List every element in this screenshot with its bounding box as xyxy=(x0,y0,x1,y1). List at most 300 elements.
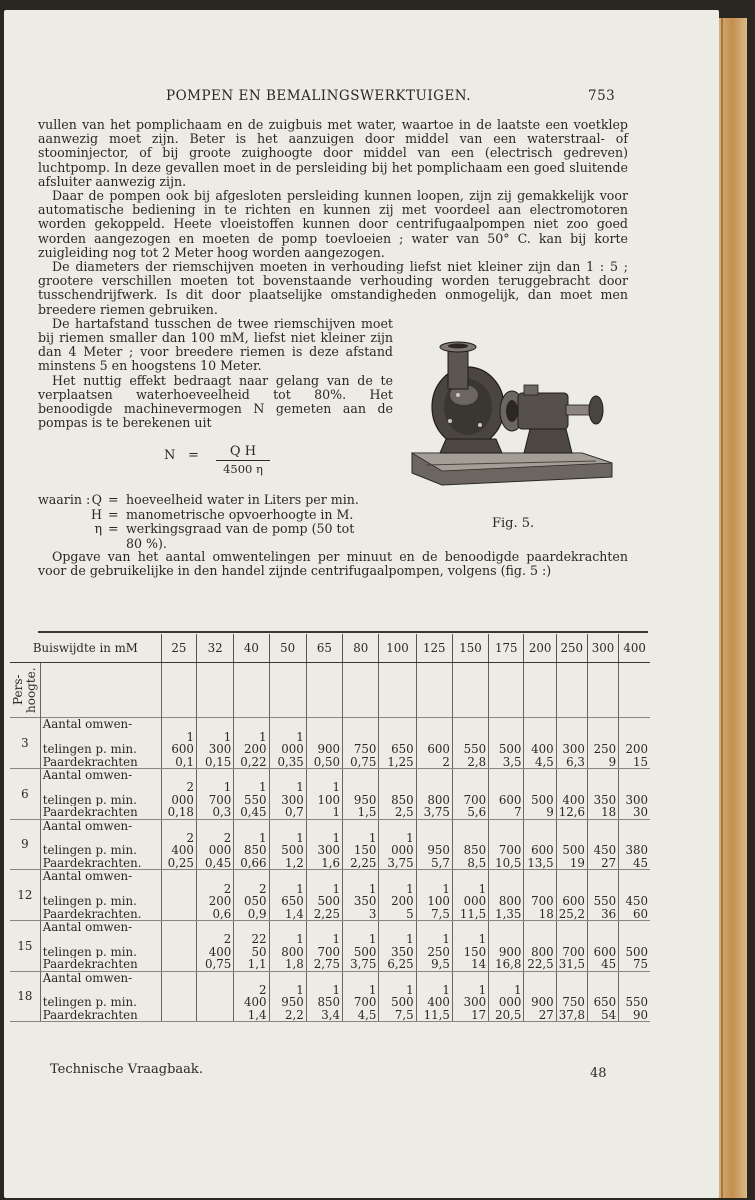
rpm-cell: 800 xyxy=(524,933,556,958)
empty-cell xyxy=(489,769,524,782)
persheight-label: Pers-hoogte. xyxy=(11,667,38,713)
rpm-cell: 1 600 xyxy=(161,731,196,756)
empty-cell xyxy=(556,718,587,731)
empty-cell xyxy=(556,769,587,782)
hp-cell: 0,45 xyxy=(234,806,269,819)
hp-cell: 13,5 xyxy=(524,857,556,870)
rpm-cell: 600 xyxy=(416,731,452,756)
table-row xyxy=(10,984,650,1009)
hp-cell: 1,2 xyxy=(269,857,306,870)
empty-cell xyxy=(452,971,488,984)
hp-cell: 2,25 xyxy=(306,908,342,921)
hp-cell: 9 xyxy=(524,806,556,819)
rpm-cell: 1 100 xyxy=(416,883,452,908)
rpm-cell: 1 000 xyxy=(452,883,488,908)
hp-cell: 6,3 xyxy=(556,756,587,769)
rpm-cell: 1 000 xyxy=(489,984,524,1009)
table-row xyxy=(10,908,650,921)
table-row xyxy=(10,756,650,769)
hp-cell: 16,8 xyxy=(489,958,524,971)
table-row xyxy=(10,857,650,870)
table-row xyxy=(10,920,650,933)
hp-cell: 10,5 xyxy=(489,857,524,870)
empty-cell xyxy=(379,870,416,883)
rpm-cell: 1 400 xyxy=(416,984,452,1009)
row-label: Aantal omwen- xyxy=(40,971,161,984)
rpm-cell xyxy=(161,984,196,1009)
rpm-cell xyxy=(196,984,233,1009)
col-header: 250 xyxy=(556,634,587,663)
empty-cell xyxy=(416,718,452,731)
formula-numerator: Q H xyxy=(216,444,270,461)
table-intro xyxy=(38,550,628,578)
row-label: Aantal omwen- xyxy=(40,819,161,832)
rpm-cell: 900 xyxy=(306,731,342,756)
formula-equals: = xyxy=(188,448,199,463)
empty-cell xyxy=(524,769,556,782)
table-row xyxy=(10,819,650,832)
rpm-cell: 850 xyxy=(452,832,488,857)
rpm-cell: 700 xyxy=(524,883,556,908)
hp-cell: 11,5 xyxy=(452,908,488,921)
rpm-cell: 700 xyxy=(556,933,587,958)
table-row xyxy=(10,718,650,731)
paragraph: Daar de pompen ook bij afgesloten persleiding kunnen loopen, zijn zij gemakkelijk voor automatische bediening in te richten en kunnen zij met voordeel aan electromotoren worden gekoppeld. Heete vloeistoffen kunnen door centrifugaalpompen niet zoo goed worden aangezogen en moeten de pomp toevloeien ; water van 50° C. kan bij korte zuigleiding nog tot 2 Meter hoog worden aangezogen. xyxy=(38,188,628,260)
rpm-cell: 750 xyxy=(343,731,379,756)
empty-cell xyxy=(452,870,488,883)
hp-cell: 3,75 xyxy=(343,958,379,971)
row-label: telingen p. min. xyxy=(40,933,161,958)
legend-definition: werkingsgraad van de pomp (50 tot xyxy=(126,521,355,536)
hp-cell: 17 xyxy=(452,1009,488,1022)
rpm-cell: 2 400 xyxy=(196,933,233,958)
table-row xyxy=(10,832,650,857)
hp-cell: 0,75 xyxy=(196,958,233,971)
hp-cell: 0,50 xyxy=(306,756,342,769)
formula-denominator: 4500 η xyxy=(223,462,263,476)
hp-cell: 2 xyxy=(416,756,452,769)
table-row xyxy=(10,958,650,971)
rpm-cell: 1 800 xyxy=(269,933,306,958)
col-header: 32 xyxy=(196,634,233,663)
rpm-cell: 750 xyxy=(556,984,587,1009)
hp-cell: 45 xyxy=(587,958,618,971)
empty-cell xyxy=(524,870,556,883)
legend-row: waarin : Q = hoeveelheid water in Liters per min. xyxy=(38,492,359,507)
hp-cell: 3,5 xyxy=(489,756,524,769)
hp-cell: 2,8 xyxy=(452,756,488,769)
empty-cell xyxy=(196,971,233,984)
empty-cell xyxy=(619,819,650,832)
hp-cell xyxy=(161,908,196,921)
hp-cell: 0,45 xyxy=(196,857,233,870)
header-title: POMPEN EN BEMALINGSWERKTUIGEN. xyxy=(166,88,472,104)
hp-cell: 0,75 xyxy=(343,756,379,769)
col-header: 150 xyxy=(452,634,488,663)
hp-cell: 0,3 xyxy=(196,806,233,819)
hp-cell: 1,35 xyxy=(489,908,524,921)
rpm-cell: 850 xyxy=(379,781,416,806)
row-label: Paardekrachten xyxy=(40,806,161,819)
empty-cell xyxy=(524,819,556,832)
hp-cell: 18 xyxy=(587,806,618,819)
footer-book-title: Technische Vraagbaak. xyxy=(50,1062,203,1077)
empty-cell xyxy=(269,870,306,883)
empty-cell xyxy=(587,870,618,883)
hp-cell: 5,6 xyxy=(452,806,488,819)
pump-illustration xyxy=(406,335,616,495)
rpm-cell: 1 950 xyxy=(269,984,306,1009)
hp-cell: 0,35 xyxy=(269,756,306,769)
rpm-cell: 700 xyxy=(489,832,524,857)
table-row xyxy=(10,971,650,984)
table-body xyxy=(10,663,650,1022)
table-row xyxy=(10,1009,650,1022)
hp-cell: 31,5 xyxy=(556,958,587,971)
col-header: 25 xyxy=(161,634,196,663)
empty-cell xyxy=(306,971,342,984)
hp-cell: 9,5 xyxy=(416,958,452,971)
rpm-cell: 2 000 xyxy=(196,832,233,857)
rpm-cell: 900 xyxy=(489,933,524,958)
row-label: Paardekrachten. xyxy=(40,857,161,870)
hp-cell: 1,6 xyxy=(306,857,342,870)
hp-cell: 36 xyxy=(587,908,618,921)
rpm-cell: 600 xyxy=(524,832,556,857)
persheight-value: 6 xyxy=(10,769,40,820)
empty-cell xyxy=(196,718,233,731)
row-label: telingen p. min. xyxy=(40,781,161,806)
row-label: Paardekrachten xyxy=(40,958,161,971)
rpm-cell: 500 xyxy=(524,781,556,806)
empty-cell xyxy=(489,819,524,832)
hp-cell: 25,2 xyxy=(556,908,587,921)
rpm-cell: 1 850 xyxy=(234,832,269,857)
footer-signature: 48 xyxy=(590,1066,607,1081)
hp-cell: 18 xyxy=(524,908,556,921)
rpm-cell: 900 xyxy=(524,984,556,1009)
hp-cell: 2,5 xyxy=(379,806,416,819)
pump-table xyxy=(10,634,650,1022)
centrifugal-pump-image xyxy=(406,335,616,495)
hp-cell: 19 xyxy=(556,857,587,870)
col-header: 50 xyxy=(269,634,306,663)
table-row xyxy=(10,870,650,883)
hp-cell: 1,8 xyxy=(269,958,306,971)
rpm-cell: 450 xyxy=(619,883,650,908)
legend-definition: hoeveelheid water in Liters per min. xyxy=(126,492,359,507)
empty-cell xyxy=(416,819,452,832)
hp-cell: 54 xyxy=(587,1009,618,1022)
hp-cell: 75 xyxy=(619,958,650,971)
persheight-header xyxy=(10,663,40,718)
empty-cell xyxy=(556,971,587,984)
empty-cell xyxy=(587,769,618,782)
table-row xyxy=(10,883,650,908)
hp-cell: 15 xyxy=(619,756,650,769)
table-header-row xyxy=(10,634,650,663)
rpm-cell: 500 xyxy=(489,731,524,756)
empty-cell xyxy=(379,769,416,782)
hp-cell: 11,5 xyxy=(416,1009,452,1022)
empty-cell xyxy=(556,920,587,933)
table-row xyxy=(10,731,650,756)
rpm-cell: 600 xyxy=(489,781,524,806)
rpm-cell: 1 300 xyxy=(452,984,488,1009)
rpm-cell: 1 000 xyxy=(269,731,306,756)
empty-cell xyxy=(234,971,269,984)
hp-cell: 3,75 xyxy=(379,857,416,870)
hp-cell: 2,75 xyxy=(306,958,342,971)
legend-definition: 80 %). xyxy=(126,535,167,551)
row-label: telingen p. min. xyxy=(40,832,161,857)
empty-cell xyxy=(524,718,556,731)
empty-cell xyxy=(587,920,618,933)
col-header: 80 xyxy=(343,634,379,663)
hp-cell: 8,5 xyxy=(452,857,488,870)
persheight-value: 15 xyxy=(10,920,40,971)
empty-cell xyxy=(489,971,524,984)
page-number: 753 xyxy=(588,88,616,104)
col-header: 65 xyxy=(306,634,342,663)
row-label: Aantal omwen- xyxy=(40,718,161,731)
hp-cell xyxy=(161,958,196,971)
rpm-cell: 22 50 xyxy=(234,933,269,958)
rpm-cell: 1 500 xyxy=(343,933,379,958)
rpm-cell: 2 400 xyxy=(234,984,269,1009)
row-label: telingen p. min. xyxy=(40,883,161,908)
rpm-cell: 1 150 xyxy=(343,832,379,857)
hp-cell: 7,5 xyxy=(379,1009,416,1022)
table-row xyxy=(10,769,650,782)
table-row xyxy=(10,933,650,958)
rpm-cell: 1 500 xyxy=(269,832,306,857)
rpm-cell: 1 700 xyxy=(306,933,342,958)
rpm-cell: 500 xyxy=(556,832,587,857)
rpm-cell: 1 700 xyxy=(196,781,233,806)
empty-cell xyxy=(343,769,379,782)
paragraph: De hartafstand tusschen de twee riemschijven moet bij riemen smaller dan 100 mM, liefst niet kleiner zijn dan 4 Meter ; voor breedere riemen is deze afstand minstens 5 en hoogstens 10 Meter. xyxy=(38,315,393,374)
persheight-value: 9 xyxy=(10,819,40,870)
empty-cell xyxy=(452,769,488,782)
row-label: Paardekrachten xyxy=(40,1009,161,1022)
hp-cell: 1,4 xyxy=(234,1009,269,1022)
empty-cell xyxy=(619,718,650,731)
rpm-cell xyxy=(161,883,196,908)
empty-cell xyxy=(416,971,452,984)
row-label: telingen p. min. xyxy=(40,731,161,756)
paragraph: vullen van het pomplichaam en de zuigbuis met water, waartoe in de laatste een voetklep aanwezig moet zijn. Beter is het aanzuigen door middel van een waterstraal- of stoominjector, of bij groote zuighoogte door middel van een (electrisch gedreven) luchtpomp. In deze gevallen moet in de persleiding bij het pomplichaam een goed sluitende afsluiter aanwezig zijn. xyxy=(38,117,628,189)
row-label: telingen p. min. xyxy=(40,984,161,1009)
persheight-value: 18 xyxy=(10,971,40,1022)
hp-cell xyxy=(196,1009,233,1022)
hp-cell: 7 xyxy=(489,806,524,819)
row-label: Paardekrachten. xyxy=(40,908,161,921)
empty-cell xyxy=(343,870,379,883)
hp-cell: 3,75 xyxy=(416,806,452,819)
rpm-cell: 650 xyxy=(587,984,618,1009)
rpm-cell: 1 550 xyxy=(234,781,269,806)
empty-cell xyxy=(524,971,556,984)
empty-cell xyxy=(379,718,416,731)
empty-cell xyxy=(587,971,618,984)
rpm-cell: 600 xyxy=(587,933,618,958)
hp-cell: 27 xyxy=(587,857,618,870)
hp-cell: 60 xyxy=(619,908,650,921)
legend-row: η = werkingsgraad van de pomp (50 tot xyxy=(38,522,90,537)
formula-fraction xyxy=(216,444,270,476)
empty-cell xyxy=(489,718,524,731)
rpm-cell: 1 650 xyxy=(269,883,306,908)
rpm-cell: 1 100 xyxy=(306,781,342,806)
empty-cell xyxy=(343,971,379,984)
empty-cell xyxy=(619,870,650,883)
hp-cell xyxy=(161,1009,196,1022)
hp-cell: 0,22 xyxy=(234,756,269,769)
rpm-cell xyxy=(161,933,196,958)
col-header: 300 xyxy=(587,634,618,663)
empty-cell xyxy=(587,718,618,731)
hp-cell: 7,5 xyxy=(416,908,452,921)
empty-cell xyxy=(452,819,488,832)
hp-cell: 1,1 xyxy=(234,958,269,971)
empty-cell xyxy=(524,920,556,933)
col-header: 400 xyxy=(619,634,650,663)
hp-cell: 30 xyxy=(619,806,650,819)
rpm-cell: 380 xyxy=(619,832,650,857)
rpm-cell: 500 xyxy=(619,933,650,958)
rpm-cell: 1 300 xyxy=(269,781,306,806)
empty-cell xyxy=(416,769,452,782)
empty-cell xyxy=(619,971,650,984)
col-header: 100 xyxy=(379,634,416,663)
legend-symbol: H xyxy=(91,506,102,522)
rpm-cell: 1 850 xyxy=(306,984,342,1009)
empty-cell xyxy=(161,971,196,984)
row-label: Aantal omwen- xyxy=(40,920,161,933)
rpm-cell: 2 200 xyxy=(196,883,233,908)
rpm-cell: 1 150 xyxy=(452,933,488,958)
rpm-cell: 200 xyxy=(619,731,650,756)
hp-cell: 5,7 xyxy=(416,857,452,870)
legend-symbol: η xyxy=(94,521,102,536)
rpm-cell: 1 200 xyxy=(379,883,416,908)
hp-cell: 12,6 xyxy=(556,806,587,819)
hp-cell: 0,7 xyxy=(269,806,306,819)
hp-cell: 2,25 xyxy=(343,857,379,870)
hp-cell: 3,4 xyxy=(306,1009,342,1022)
hp-cell: 6,25 xyxy=(379,958,416,971)
hp-cell: 14 xyxy=(452,958,488,971)
hp-cell: 45 xyxy=(619,857,650,870)
hp-cell: 20,5 xyxy=(489,1009,524,1022)
rpm-cell: 2 050 xyxy=(234,883,269,908)
rpm-cell: 1 350 xyxy=(379,933,416,958)
hp-cell: 37,8 xyxy=(556,1009,587,1022)
col-header: 125 xyxy=(416,634,452,663)
empty-cell xyxy=(556,870,587,883)
table-top-rule xyxy=(38,631,648,633)
hp-cell: 0,18 xyxy=(161,806,196,819)
rpm-cell: 1 500 xyxy=(306,883,342,908)
hp-cell: 27 xyxy=(524,1009,556,1022)
table-row xyxy=(10,806,650,819)
empty-cell xyxy=(619,920,650,933)
table-header-label: Buiswijdte in mM xyxy=(10,634,161,663)
hp-cell: 90 xyxy=(619,1009,650,1022)
empty-cell xyxy=(269,971,306,984)
rpm-cell: 1 000 xyxy=(379,832,416,857)
col-header: 200 xyxy=(524,634,556,663)
empty-cell xyxy=(587,819,618,832)
table-row xyxy=(10,781,650,806)
hp-cell: 3 xyxy=(343,908,379,921)
table-spacer-row xyxy=(10,663,650,718)
empty-cell xyxy=(161,920,196,933)
row-label: Paardekrachten xyxy=(40,756,161,769)
paragraph: Het nuttig effekt bedraagt naar gelang van de te verplaatsen waterhoeveelheid tot 80%. Het benoodigde machinevermogen N gemeten aan de pompas is te berekenen uit xyxy=(38,372,393,431)
hp-cell: 0,25 xyxy=(161,857,196,870)
hp-cell: 1,25 xyxy=(379,756,416,769)
rpm-cell: 2 000 xyxy=(161,781,196,806)
empty-cell xyxy=(306,870,342,883)
rpm-cell: 450 xyxy=(587,832,618,857)
hp-cell: 22,5 xyxy=(524,958,556,971)
rpm-cell: 1 200 xyxy=(234,731,269,756)
rpm-cell: 400 xyxy=(556,781,587,806)
empty-cell xyxy=(619,769,650,782)
rpm-cell: 650 xyxy=(379,731,416,756)
rpm-cell: 1 700 xyxy=(343,984,379,1009)
legend-intro: waarin : xyxy=(38,492,91,507)
legend-definition: manometrische opvoerhoogte in M. xyxy=(126,506,354,522)
rpm-cell: 550 xyxy=(587,883,618,908)
rpm-cell: 700 xyxy=(452,781,488,806)
hp-cell: 0,6 xyxy=(196,908,233,921)
empty-cell xyxy=(196,870,233,883)
rpm-cell: 350 xyxy=(587,781,618,806)
hp-cell: 1,4 xyxy=(269,908,306,921)
empty-cell xyxy=(161,718,196,731)
col-header: 40 xyxy=(234,634,269,663)
empty-cell xyxy=(343,718,379,731)
empty-cell xyxy=(234,870,269,883)
row-label: Aantal omwen- xyxy=(40,769,161,782)
hp-cell: 0,15 xyxy=(196,756,233,769)
hp-cell: 1,5 xyxy=(343,806,379,819)
empty-cell xyxy=(452,718,488,731)
rpm-cell: 400 xyxy=(524,731,556,756)
rpm-cell: 950 xyxy=(343,781,379,806)
persheight-value: 3 xyxy=(10,718,40,769)
rpm-cell: 1 250 xyxy=(416,933,452,958)
rpm-cell: 950 xyxy=(416,832,452,857)
empty-cell xyxy=(269,718,306,731)
formula-lhs: N xyxy=(164,448,176,463)
rpm-cell: 1 500 xyxy=(379,984,416,1009)
empty-cell xyxy=(306,718,342,731)
empty-cell xyxy=(556,819,587,832)
empty-cell xyxy=(161,870,196,883)
rpm-cell: 800 xyxy=(416,781,452,806)
rpm-cell: 600 xyxy=(556,883,587,908)
hp-cell: 4,5 xyxy=(343,1009,379,1022)
hp-cell: 4,5 xyxy=(524,756,556,769)
empty-cell xyxy=(416,870,452,883)
empty-cell xyxy=(489,870,524,883)
hp-cell: 1 xyxy=(306,806,342,819)
empty-cell xyxy=(379,971,416,984)
